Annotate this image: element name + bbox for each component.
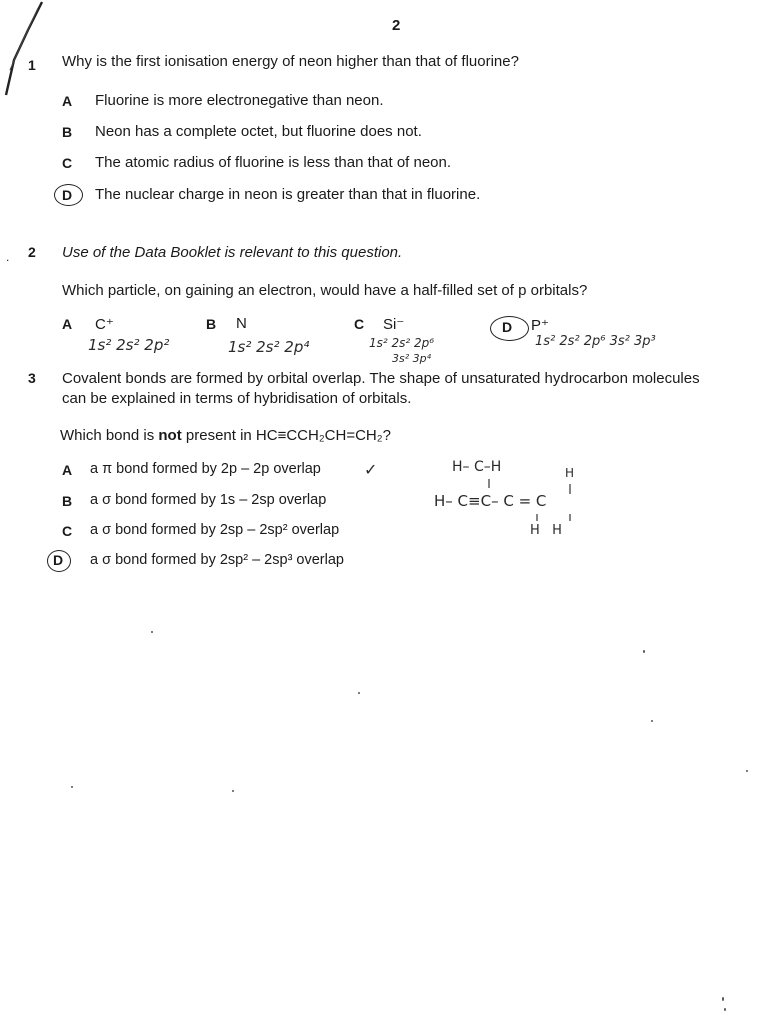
q3-option-d-letter: D — [53, 552, 64, 568]
question-1-stem: Why is the first ionisation energy of neon higher than that of fluorine? — [62, 53, 519, 70]
q3-sketch-line3: H H — [530, 523, 562, 538]
scan-speck — [71, 786, 73, 788]
q2-option-d-handwritten-config: 1s² 2s² 2p⁶ 3s² 3p³ — [535, 334, 656, 349]
q2-option-c-letter: C — [354, 316, 365, 332]
q1-option-c-letter: C — [62, 155, 73, 171]
q2-option-b-particle: N — [236, 315, 247, 332]
scan-speck — [724, 1008, 726, 1011]
q2-option-c-handwritten-config-line2: 3s² 3p⁴ — [392, 352, 432, 365]
q3-option-d-text: a σ bond formed by 2sp² – 2sp³ overlap — [90, 552, 344, 568]
question-2-stem: Which particle, on gaining an electron, would have a half-filled set of p orbitals? — [62, 282, 588, 299]
question-3-stem-line1: Covalent bonds are formed by orbital overlap. The shape of unsaturated hydrocarbon molecules — [62, 370, 700, 387]
q1-option-b-text: Neon has a complete octet, but fluorine does not. — [95, 123, 422, 140]
q1-option-d-letter: D — [62, 187, 73, 203]
scan-speck — [151, 631, 153, 633]
q1-option-c-text: The atomic radius of fluorine is less than that of neon. — [95, 154, 452, 171]
q1-option-d-text: The nuclear charge in neon is greater than that in fluorine. — [95, 186, 481, 203]
question-3-stem-line2: can be explained in terms of hybridisation of orbitals. — [62, 390, 412, 407]
q3-option-c-letter: C — [62, 523, 73, 539]
q1-option-b-letter: B — [62, 124, 73, 140]
q2-option-a-particle: C⁺ — [95, 316, 114, 333]
q3-option-a-letter: A — [62, 462, 73, 478]
question-1-number: 1 — [28, 57, 36, 73]
q1-option-a-text: Fluorine is more electronegative than neon. — [95, 92, 384, 109]
q2-option-b-letter: B — [206, 316, 217, 332]
scan-speck — [358, 692, 360, 694]
q3-option-a-text: a π bond formed by 2p – 2p overlap — [90, 461, 321, 477]
q3-question-emphasis: not — [158, 427, 182, 444]
question-2-intro: Use of the Data Booklet is relevant to this question. — [62, 244, 403, 261]
q2-option-c-particle: Si⁻ — [383, 316, 405, 333]
q1-option-a-letter: A — [62, 93, 73, 109]
q3-sketch-top-right: H — [565, 466, 575, 480]
q3-option-a-tick-mark: ✓ — [364, 460, 378, 479]
margin-pen-stroke — [0, 0, 60, 110]
scan-speck — [651, 720, 653, 722]
q2-option-a-letter: A — [62, 316, 73, 332]
q2-option-a-handwritten-config: 1s² 2s² 2p² — [88, 336, 170, 354]
q3-option-b-letter: B — [62, 493, 73, 509]
page-number: 2 — [392, 17, 401, 34]
margin-dot: . — [6, 250, 10, 264]
q2-option-c-handwritten-config: 1s² 2s² 2p⁶ — [369, 336, 435, 350]
q2-option-b-handwritten-config: 1s² 2s² 2p⁴ — [228, 338, 310, 356]
q3-option-c-text: a σ bond formed by 2sp – 2sp² overlap — [90, 522, 340, 538]
question-2-number: 2 — [28, 244, 36, 260]
q3-option-b-text: a σ bond formed by 1s – 2sp overlap — [90, 492, 327, 508]
q3-sketch-line2: H– C≡C– C = C — [434, 492, 547, 510]
scan-speck — [746, 770, 748, 772]
q3-sketch-line1: H– C–H — [452, 459, 502, 475]
scan-speck — [722, 997, 724, 1001]
q3-question-pre: Which bond is — [60, 427, 159, 444]
question-3-number: 3 — [28, 370, 36, 386]
q2-option-d-particle: P⁺ — [531, 317, 549, 334]
q2-option-d-letter: D — [502, 319, 513, 335]
q3-question-post: present in HC≡CCH₂CH=CH₂? — [181, 427, 391, 444]
scan-speck — [232, 790, 234, 792]
scan-speck — [643, 650, 645, 653]
question-3-question — [60, 427, 391, 444]
